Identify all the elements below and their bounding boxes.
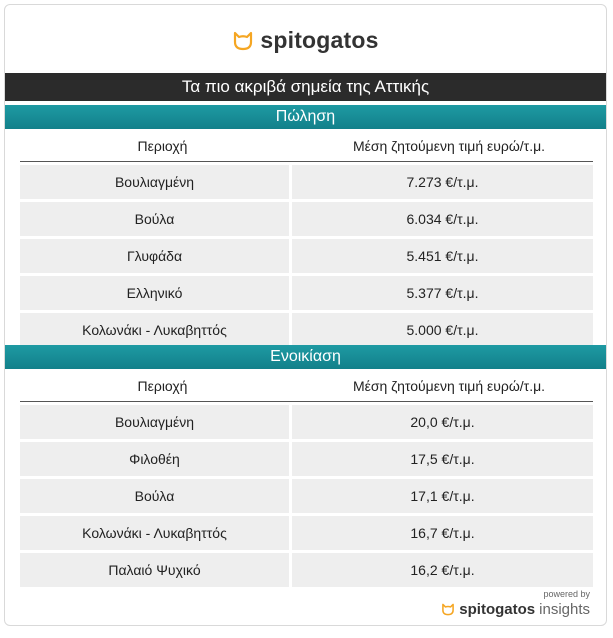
powered-by-label: powered by	[543, 589, 590, 599]
cat-logo-icon	[232, 31, 254, 51]
footer-brand	[441, 601, 590, 618]
table-row	[20, 479, 593, 513]
table-row	[20, 239, 593, 273]
table-header	[20, 131, 593, 162]
area-cell: Φιλοθέη	[20, 442, 289, 476]
price-cell: 20,0 €/τ.μ.	[292, 405, 593, 439]
infographic-card	[4, 4, 607, 626]
rent-table	[20, 371, 593, 587]
footer-brand-suffix: insights	[539, 601, 590, 618]
price-cell: 5.000 €/τ.μ.	[292, 313, 593, 347]
price-cell: 16,7 €/τ.μ.	[292, 516, 593, 550]
price-cell: 5.377 €/τ.μ.	[292, 276, 593, 310]
price-cell: 17,5 €/τ.μ.	[292, 442, 593, 476]
area-cell: Βουλιαγμένη	[20, 405, 289, 439]
area-cell: Βουλιαγμένη	[20, 165, 289, 199]
price-cell: 7.273 €/τ.μ.	[292, 165, 593, 199]
price-cell: 17,1 €/τ.μ.	[292, 479, 593, 513]
header-logo	[5, 27, 606, 54]
table-row	[20, 553, 593, 587]
column-header-area: Περιοχή	[137, 378, 188, 394]
area-cell: Κολωνάκι - Λυκαβηττός	[20, 516, 289, 550]
table-row	[20, 202, 593, 236]
area-cell: Ελληνικό	[20, 276, 289, 310]
table-row	[20, 516, 593, 550]
area-cell: Κολωνάκι - Λυκαβηττός	[20, 313, 289, 347]
area-cell: Γλυφάδα	[20, 239, 289, 273]
cat-logo-icon	[441, 603, 455, 616]
page-title: Τα πιο ακριβά σημεία της Αττικής	[5, 73, 606, 101]
section-header-rent: Ενοικίαση	[5, 345, 606, 369]
brand-name: spitogatos	[260, 27, 379, 53]
column-header-price: Μέση ζητούμενη τιμή ευρώ/τ.μ.	[352, 138, 546, 154]
area-cell: Βούλα	[20, 479, 289, 513]
column-header-price: Μέση ζητούμενη τιμή ευρώ/τ.μ.	[352, 378, 546, 394]
table-header	[20, 371, 593, 402]
footer-brand-name: spitogatos	[459, 601, 536, 618]
area-cell: Παλαιό Ψυχικό	[20, 553, 289, 587]
table-row	[20, 276, 593, 310]
price-cell: 5.451 €/τ.μ.	[292, 239, 593, 273]
price-cell: 16,2 €/τ.μ.	[292, 553, 593, 587]
table-row	[20, 165, 593, 199]
area-cell: Βούλα	[20, 202, 289, 236]
price-cell: 6.034 €/τ.μ.	[292, 202, 593, 236]
column-header-area: Περιοχή	[137, 138, 188, 154]
footer-branding	[441, 589, 590, 618]
table-row	[20, 313, 593, 347]
table-row	[20, 405, 593, 439]
table-row	[20, 442, 593, 476]
section-header-sale: Πώληση	[5, 105, 606, 129]
sale-table	[20, 131, 593, 347]
